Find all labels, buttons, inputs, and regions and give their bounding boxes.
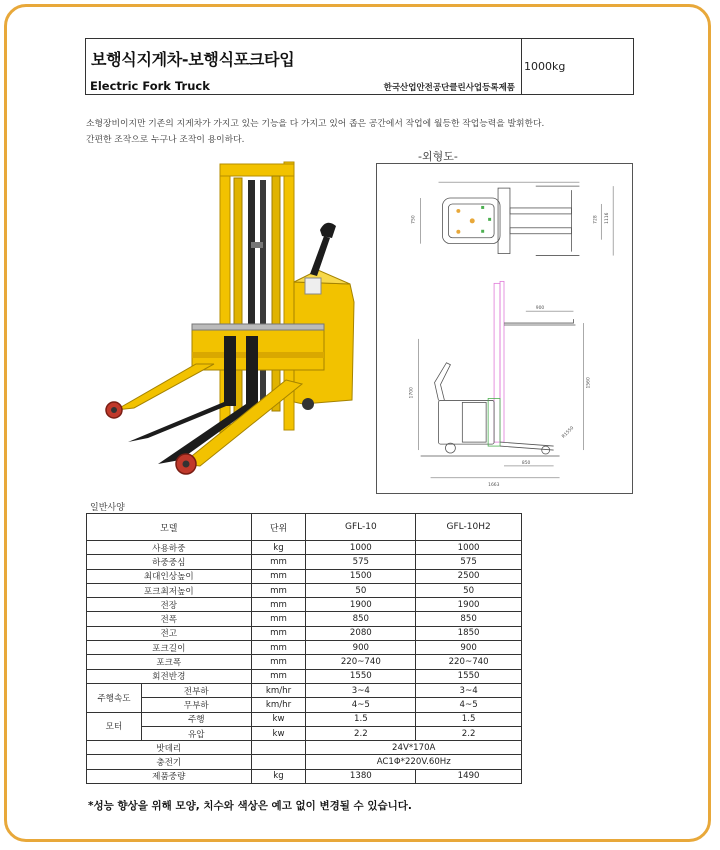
row-name: 포크폭 [87,655,252,669]
row-value-a: 1900 [306,598,416,612]
row-value-merged: AC1Φ*220V.60Hz [306,755,522,769]
row-unit: mm [251,569,306,583]
row-unit: mm [251,612,306,626]
row-value-a: 50 [306,583,416,597]
dim-fork-length: 900 [535,306,545,312]
row-name: 전장 [87,598,252,612]
row-value-b: 4~5 [416,698,522,712]
forklift-photo [88,152,373,487]
table-row [87,755,522,769]
row-name: 사용하중 [87,541,252,555]
dim-mast-height: 1700 [409,387,415,399]
row-value-a: 1550 [306,669,416,683]
row-name: 주행 [141,712,251,726]
row-value-a: 3~4 [306,683,416,697]
row-name: 회전반경 [87,669,252,683]
table-row [87,769,522,783]
row-unit [251,755,306,769]
row-value-b: 900 [416,641,522,655]
header-gfl10: GFL-10 [306,514,416,541]
dim-radius: R1550 [561,425,576,440]
row-unit: mm [251,598,306,612]
drawing-title: -외형도- [418,150,458,163]
row-value-a: 575 [306,555,416,569]
row-unit: kw [251,726,306,740]
row-name: 밧데리 [87,741,252,755]
row-value-b: 1900 [416,598,522,612]
table-row [87,583,522,597]
row-name: 무부하 [141,698,251,712]
row-unit: mm [251,641,306,655]
row-value-b: 3~4 [416,683,522,697]
row-name: 제품중량 [87,769,252,783]
row-name: 유압 [141,726,251,740]
row-name: 전고 [87,626,252,640]
group-motor: 모터 [87,712,142,741]
row-value-b: 50 [416,583,522,597]
row-value-b: 850 [416,612,522,626]
technical-drawing [376,163,633,494]
disclaimer-note: *성능 향상을 위해 모양, 치수와 색상은 예고 없이 변경될 수 있습니다. [88,800,412,812]
row-value-b: 1000 [416,541,522,555]
row-value-a: 1.5 [306,712,416,726]
table-row [87,741,522,755]
row-value-a: 1000 [306,541,416,555]
row-name: 최대인상높이 [87,569,252,583]
table-header-row [87,514,522,541]
row-value-a: 1380 [306,769,416,783]
table-row [87,669,522,683]
product-description [86,116,544,148]
row-unit: km/hr [251,683,306,697]
row-value-a: 900 [306,641,416,655]
table-row [87,712,522,726]
row-value-a: 4~5 [306,698,416,712]
table-row [87,541,522,555]
header-title-cell [86,39,522,94]
header-model: 모델 [87,514,252,541]
row-value-b: 2500 [416,569,522,583]
table-row [87,726,522,740]
row-value-a: 220~740 [306,655,416,669]
row-value-a: 850 [306,612,416,626]
row-value-b: 1550 [416,669,522,683]
row-value-a: 1500 [306,569,416,583]
row-value-b: 1490 [416,769,522,783]
table-row [87,683,522,697]
row-value-b: 575 [416,555,522,569]
capacity-cell [522,39,633,94]
row-unit [251,741,306,755]
group-speed: 주행속도 [87,683,142,712]
dim-lift-height: 1560 [586,377,592,389]
row-value-b: 1.5 [416,712,522,726]
row-unit: mm [251,583,306,597]
row-unit: mm [251,555,306,569]
dim-wheelbase: 850 [521,460,531,466]
spec-section-label: 일반사양 [90,503,125,513]
spec-table [86,513,522,784]
row-unit: kw [251,712,306,726]
row-value-b: 220~740 [416,655,522,669]
table-row [87,569,522,583]
page-title: 보행식지게차-보행식포크타입 [91,50,295,69]
table-row [87,698,522,712]
row-name: 전폭 [87,612,252,626]
row-value-a: 2080 [306,626,416,640]
row-unit: km/hr [251,698,306,712]
table-row [87,655,522,669]
description-line-2: 간편한 조작으로 누구나 조작이 용이하다. [86,135,245,145]
header-box [85,38,634,95]
row-unit: kg [251,769,306,783]
table-row [87,598,522,612]
row-value-b: 2.2 [416,726,522,740]
row-unit: mm [251,669,306,683]
description-line-1: 소형장비이지만 기존의 지게차가 가지고 있는 기능을 다 가지고 있어 좁은 공간에서 작업에 월등한 작업능력을 발휘한다. [86,119,545,129]
dim-total-length: 1663 [488,482,500,488]
row-value-merged: 24V*170A [306,741,522,755]
top-view [442,186,579,255]
header-unit: 단위 [251,514,306,541]
table-row [87,641,522,655]
dim-top-width: 750 [411,215,417,224]
dim-top-h2: 1116 [605,212,611,224]
row-value-b: 1850 [416,626,522,640]
page-subtitle-en: Electric Fork Truck [90,79,210,93]
row-name: 하중중심 [87,555,252,569]
row-unit: mm [251,626,306,640]
table-row [87,555,522,569]
row-name: 전부하 [141,683,251,697]
capacity-value: 1000kg [524,60,566,73]
row-unit: mm [251,655,306,669]
row-unit: kg [251,541,306,555]
header-gfl10h2: GFL-10H2 [416,514,522,541]
dim-top-h1: 728 [593,215,599,224]
certification-text: 한국산업안전공단클린사업등록제품 [383,83,515,93]
row-name: 충전기 [87,755,252,769]
table-row [87,626,522,640]
row-value-a: 2.2 [306,726,416,740]
table-row [87,612,522,626]
side-view [421,281,576,456]
row-name: 포크길이 [87,641,252,655]
row-name: 포크최저높이 [87,583,252,597]
